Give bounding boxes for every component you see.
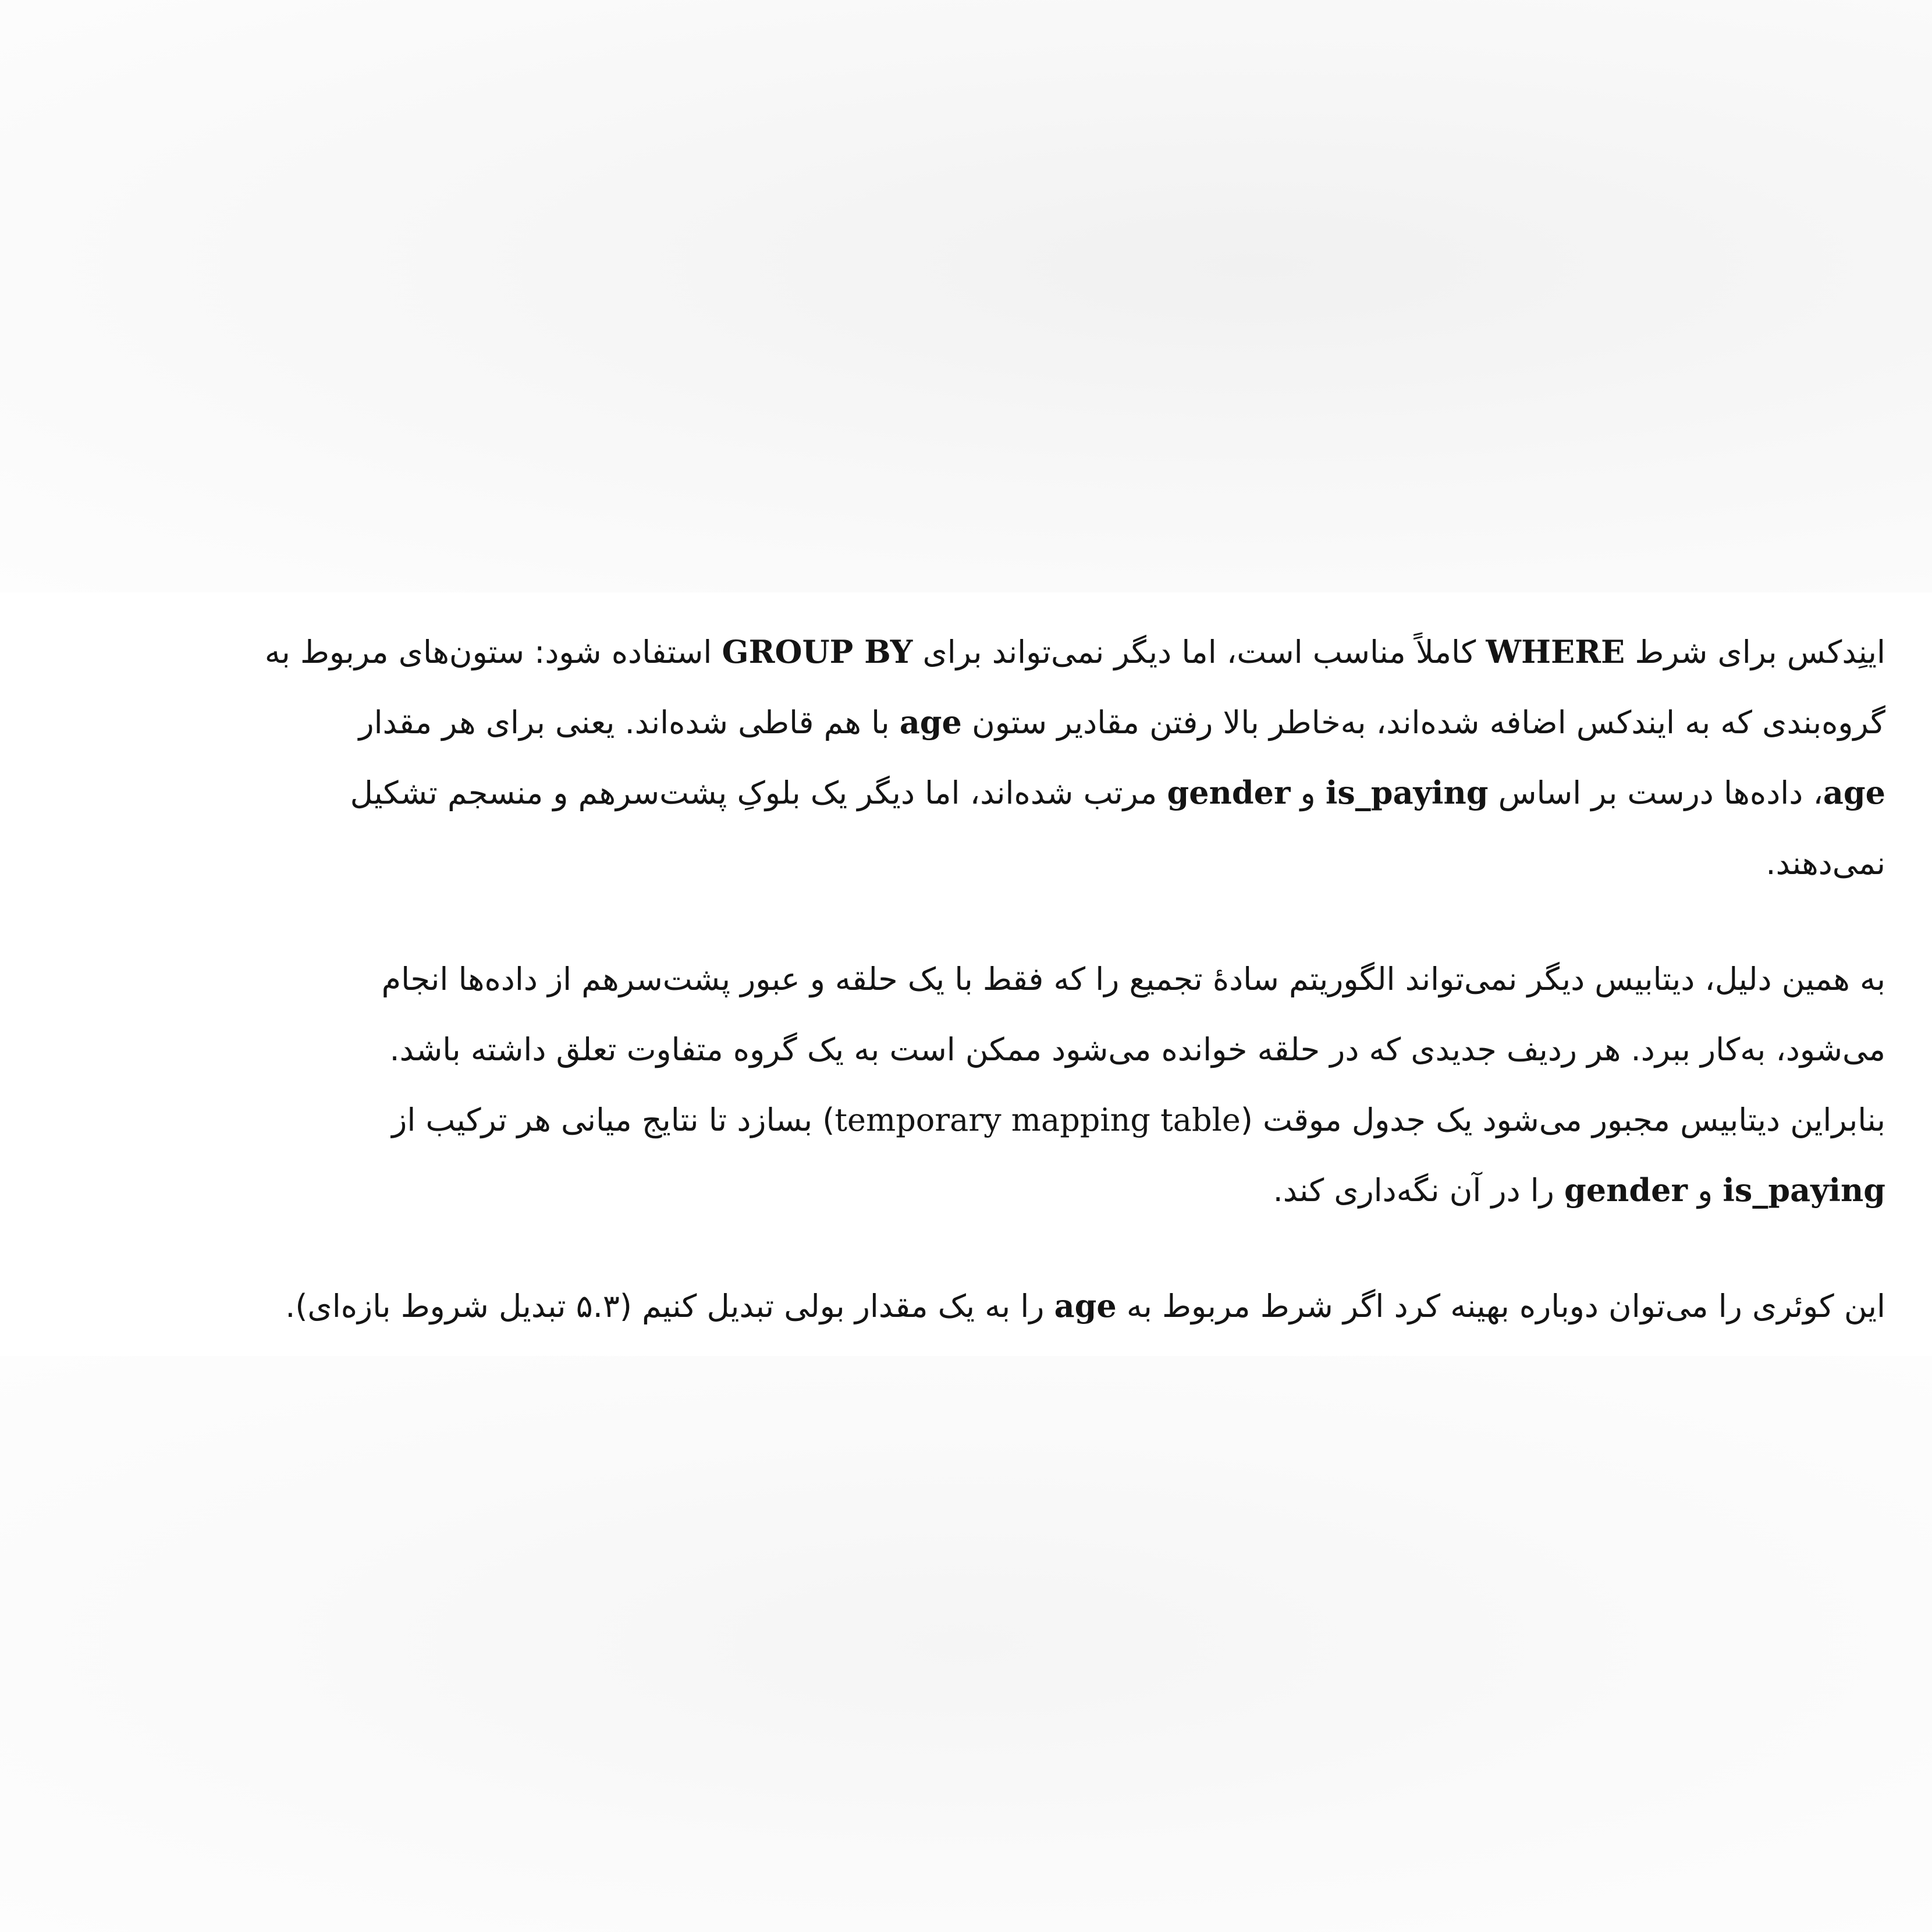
text-run: بنابراین دیتابیس مجبور می‌شود یک جدول موقت ( — [1240, 1102, 1885, 1138]
english-term: temporary mapping table — [834, 1102, 1241, 1138]
paragraph — [81, 944, 1885, 1226]
text-run: را در آن نگه‌داری کند. — [1273, 1172, 1565, 1209]
text-run: با هم قاطی شده‌اند. یعنی برای هر مقدار — [358, 704, 900, 741]
text-run: این کوئری را می‌توان دوباره بهینه کرد اگر شرط مربوط به — [1116, 1288, 1885, 1324]
top-background — [0, 0, 1932, 592]
paragraph — [81, 1271, 1885, 1341]
document-page — [0, 592, 1932, 1356]
code-term: gender — [1564, 1171, 1688, 1209]
code-term: WHERE — [1486, 633, 1625, 670]
text-run: می‌شود، به‌کار ببرد. هر ردیف جدیدی که در حلقه خوانده می‌شود ممکن است به یک گروه متفاوت تعلق داشته باشد. — [389, 1031, 1885, 1068]
text-line — [81, 1014, 1885, 1085]
code-term: age — [899, 704, 962, 741]
bottom-background — [0, 1356, 1932, 1932]
text-line — [81, 617, 1885, 687]
text-run: استفاده شود: ستون‌های مربوط به — [264, 634, 722, 670]
text-run: اینِدکس برای شرط — [1625, 634, 1885, 670]
text-run: را به یک مقدار بولی تبدیل کنیم (۵.۳ تبدیل شروط بازه‌ای). — [285, 1288, 1054, 1324]
text-line — [81, 1085, 1885, 1155]
code-term: age — [1823, 774, 1885, 811]
text-line — [81, 1271, 1885, 1341]
text-line — [81, 758, 1885, 828]
document-body — [81, 617, 1885, 1387]
code-term: is_paying — [1723, 1171, 1885, 1209]
text-run: به همین دلیل، دیتابیس دیگر نمی‌تواند الگوریتم سادهٔ تجمیع را که فقط با یک حلقه و عبور پشت‌سرهم از داده‌ها انجام — [381, 961, 1885, 997]
text-run: ) بسازد تا نتایج میانی هر ترکیب از — [392, 1102, 835, 1138]
text-line — [81, 687, 1885, 758]
text-run: ، داده‌ها درست بر اساس — [1488, 775, 1823, 811]
text-run: مرتب شده‌اند، اما دیگر یک بلوکِ پشت‌سرهم و منسجم تشکیل — [350, 775, 1167, 811]
paragraph — [81, 617, 1885, 898]
code-term: is_paying — [1325, 774, 1489, 811]
text-run: نمی‌دهند. — [1766, 845, 1885, 882]
text-line — [81, 828, 1885, 898]
code-term: age — [1054, 1287, 1117, 1324]
text-run: و — [1688, 1172, 1723, 1209]
text-run: گروه‌بندی که به ایندکس اضافه شده‌اند، به‌خاطر بالا رفتن مقادیر ستون — [961, 704, 1885, 741]
code-term: GROUP BY — [722, 633, 913, 670]
text-line — [81, 1155, 1885, 1226]
code-term: gender — [1167, 774, 1291, 811]
text-run: کاملاً مناسب است، اما دیگر نمی‌تواند برای — [912, 634, 1486, 670]
text-run: و — [1290, 775, 1326, 811]
text-line — [81, 944, 1885, 1014]
